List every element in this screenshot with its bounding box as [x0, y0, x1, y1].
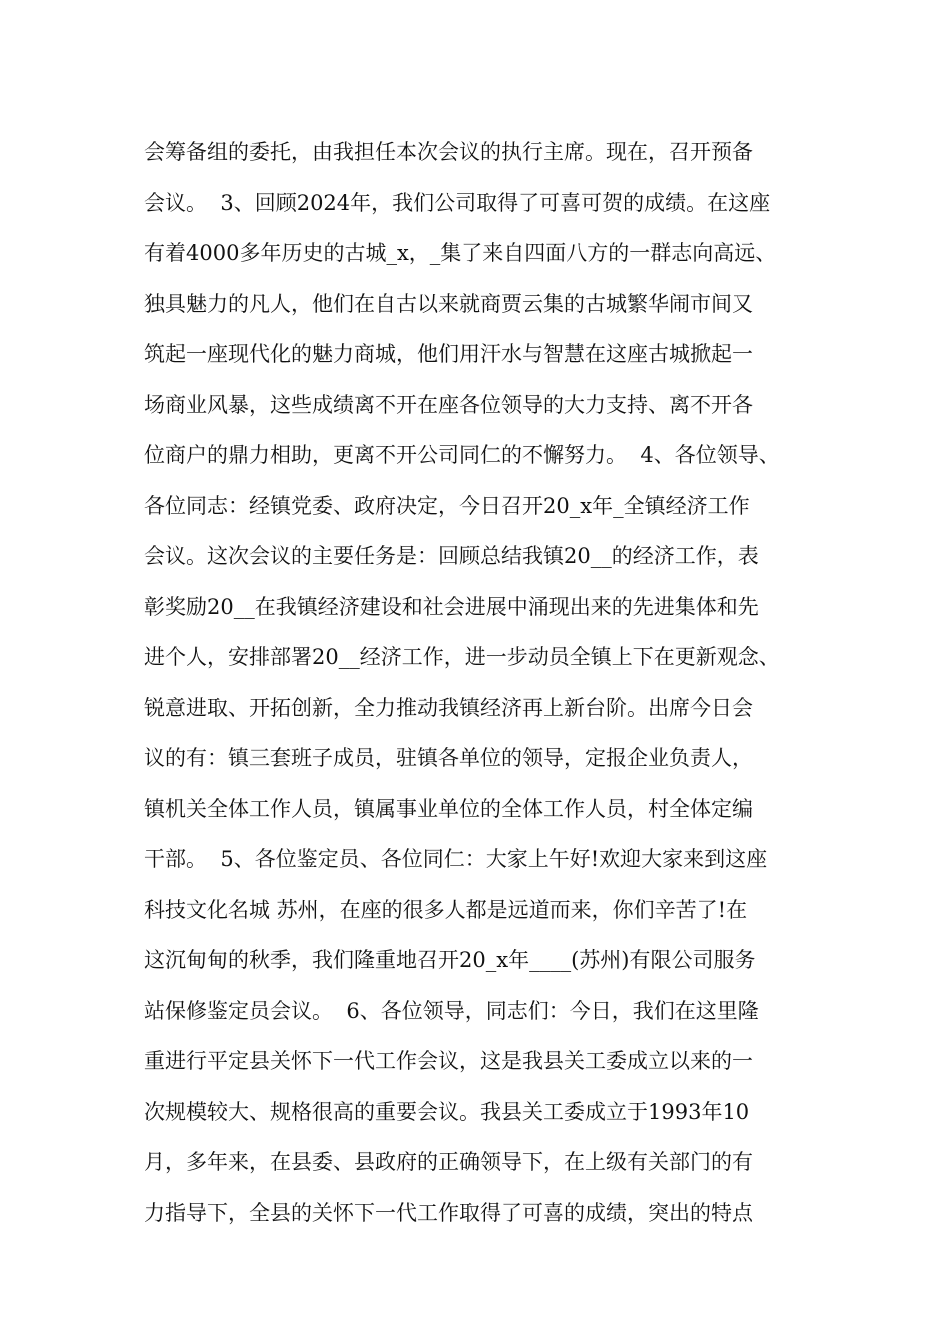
text-line: 各位同志：经镇党委、政府决定，今日召开20_x年_全镇经济工作	[144, 493, 750, 518]
text-line: 有着4000多年历史的古城_x，_集了来自四面八方的一群志向高远、	[144, 241, 777, 265]
text-line: 进个人，安排部署20__经济工作，进一步动员全镇上下在更新观念、	[144, 645, 780, 669]
text-line: 科技文化名城 苏州，在座的很多人都是远道而来，你们辛苦了!在	[144, 897, 748, 922]
text-line: 镇机关全体工作人员，镇属事业单位的全体工作人员，村全体定编	[144, 796, 753, 821]
text-line: 站保修鉴定员会议。 6、各位领导，同志们：今日，我们在这里隆	[144, 998, 759, 1023]
text-line: 彰奖励20__在我镇经济建设和社会进展中涌现出来的先进集体和先	[144, 594, 759, 619]
text-line: 位商户的鼎力相助，更离不开公司同仁的不懈努力。 4、各位领导、	[144, 443, 780, 467]
text-line: 重进行平定县关怀下一代工作会议，这是我县关工委成立以来的一	[144, 1049, 753, 1073]
text-line: 力指导下，全县的关怀下一代工作取得了可喜的成绩，突出的特点	[144, 1200, 753, 1225]
text-line: 次规模较大、规格很高的重要会议。我县关工委成立于1993年10	[144, 1099, 750, 1124]
text-line: 独具魅力的凡人，他们在自古以来就商贾云集的古城繁华闹市间又	[144, 291, 753, 316]
text-line: 这沉甸甸的秋季，我们隆重地召开20_x年____(苏州)有限公司服务	[144, 948, 756, 972]
text-line: 会议。 3、回顾2024年，我们公司取得了可喜可贺的成绩。在这座	[144, 190, 771, 215]
text-line: 会议。这次会议的主要任务是：回顾总结我镇20__的经济工作，表	[144, 544, 759, 568]
text-line: 会筹备组的委托，由我担任本次会议的执行主席。现在，召开预备	[144, 140, 753, 164]
text-line: 筑起一座现代化的魅力商城，他们用汗水与智慧在这座古城掀起一	[144, 342, 753, 366]
body-text	[144, 127, 834, 1238]
text-line: 干部。 5、各位鉴定员、各位同仁：大家上午好!欢迎大家来到这座	[144, 847, 768, 871]
text-line: 锐意进取、开拓创新，全力推动我镇经济再上新台阶。出席今日会	[144, 695, 753, 720]
text-line: 月，多年来，在县委、县政府的正确领导下，在上级有关部门的有	[144, 1150, 753, 1174]
text-line: 场商业风暴，这些成绩离不开在座各位领导的大力支持、离不开各	[144, 392, 753, 417]
text-line: 议的有：镇三套班子成员，驻镇各单位的领导，定报企业负责人，	[144, 746, 753, 770]
